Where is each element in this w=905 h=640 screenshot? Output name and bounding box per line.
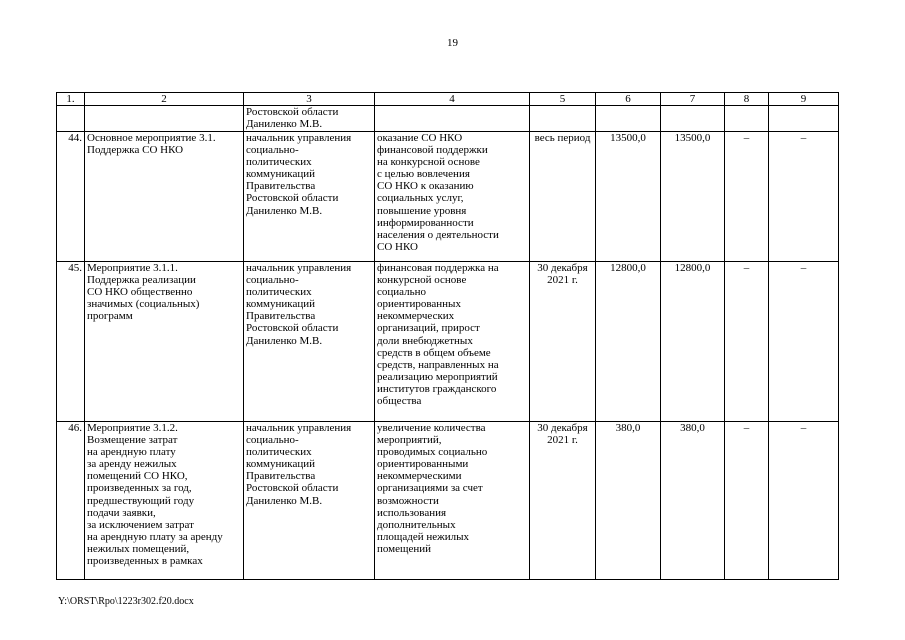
header-cell: 7 bbox=[661, 93, 725, 106]
value-col6: 12800,0 bbox=[596, 262, 661, 422]
table-row bbox=[57, 262, 839, 422]
value-col9: – bbox=[769, 422, 839, 580]
responsible-cell: Ростовской области Даниленко М.В. bbox=[244, 106, 375, 132]
event-name: Мероприятие 3.1.2. Возмещение затрат на арендную плату за аренду нежилых помещений СО НКО, произведенных за год, предшествующий году подачи заявки, за исключением затрат на арендную плату за аренду нежилых помещений, произведенных в рамках bbox=[85, 422, 244, 580]
value-col6: 13500,0 bbox=[596, 132, 661, 262]
header-cell: 9 bbox=[769, 93, 839, 106]
page-number: 19 bbox=[447, 37, 458, 49]
responsible-cell: начальник управления социально- политических коммуникаций Правительства Ростовской области Даниленко М.В. bbox=[244, 132, 375, 262]
expected-result: финансовая поддержка на конкурсной основе социально ориентированных некоммерческих организаций, прирост доли внебюджетных средств в общем объеме средств, направленных на реализацию мероприятий институтов гражданского общества bbox=[375, 262, 530, 422]
program-table bbox=[56, 92, 839, 580]
header-cell: 1. bbox=[57, 93, 85, 106]
value-col7: 380,0 bbox=[661, 422, 725, 580]
event-name: Основное мероприятие 3.1. Поддержка СО НКО bbox=[85, 132, 244, 262]
header-cell: 2 bbox=[85, 93, 244, 106]
table-header-row bbox=[57, 93, 839, 106]
deadline: 30 декабря 2021 г. bbox=[530, 422, 596, 580]
value-col7: 12800,0 bbox=[661, 262, 725, 422]
header-cell: 5 bbox=[530, 93, 596, 106]
responsible-cell: начальник управления социально- политических коммуникаций Правительства Ростовской области Даниленко М.В. bbox=[244, 422, 375, 580]
file-path-footer: Y:\ORST\Rpo\1223r302.f20.docx bbox=[58, 596, 194, 607]
header-cell: 4 bbox=[375, 93, 530, 106]
row-number: 44. bbox=[57, 132, 85, 262]
value-col8: – bbox=[725, 132, 769, 262]
value-col8: – bbox=[725, 262, 769, 422]
table-row bbox=[57, 132, 839, 262]
value-col8: – bbox=[725, 422, 769, 580]
value-col7: 13500,0 bbox=[661, 132, 725, 262]
event-name: Мероприятие 3.1.1. Поддержка реализации СО НКО общественно значимых (социальных) программ bbox=[85, 262, 244, 422]
header-cell: 3 bbox=[244, 93, 375, 106]
deadline: весь период bbox=[530, 132, 596, 262]
expected-result: увеличение количества мероприятий, проводимых социально ориентированными некоммерческими организациями за счет возможности использования дополнительных площадей нежилых помещений bbox=[375, 422, 530, 580]
expected-result: оказание СО НКО финансовой поддержки на конкурсной основе с целью вовлечения СО НКО к оказанию социальных услуг, повышение уровня информированности населения о деятельности СО НКО bbox=[375, 132, 530, 262]
continuation-row bbox=[57, 106, 839, 132]
responsible-cell: начальник управления социально- политических коммуникаций Правительства Ростовской области Даниленко М.В. bbox=[244, 262, 375, 422]
value-col9: – bbox=[769, 262, 839, 422]
value-col6: 380,0 bbox=[596, 422, 661, 580]
row-number: 46. bbox=[57, 422, 85, 580]
value-col9: – bbox=[769, 132, 839, 262]
table-row bbox=[57, 422, 839, 580]
row-number: 45. bbox=[57, 262, 85, 422]
header-cell: 6 bbox=[596, 93, 661, 106]
header-cell: 8 bbox=[725, 93, 769, 106]
deadline: 30 декабря 2021 г. bbox=[530, 262, 596, 422]
